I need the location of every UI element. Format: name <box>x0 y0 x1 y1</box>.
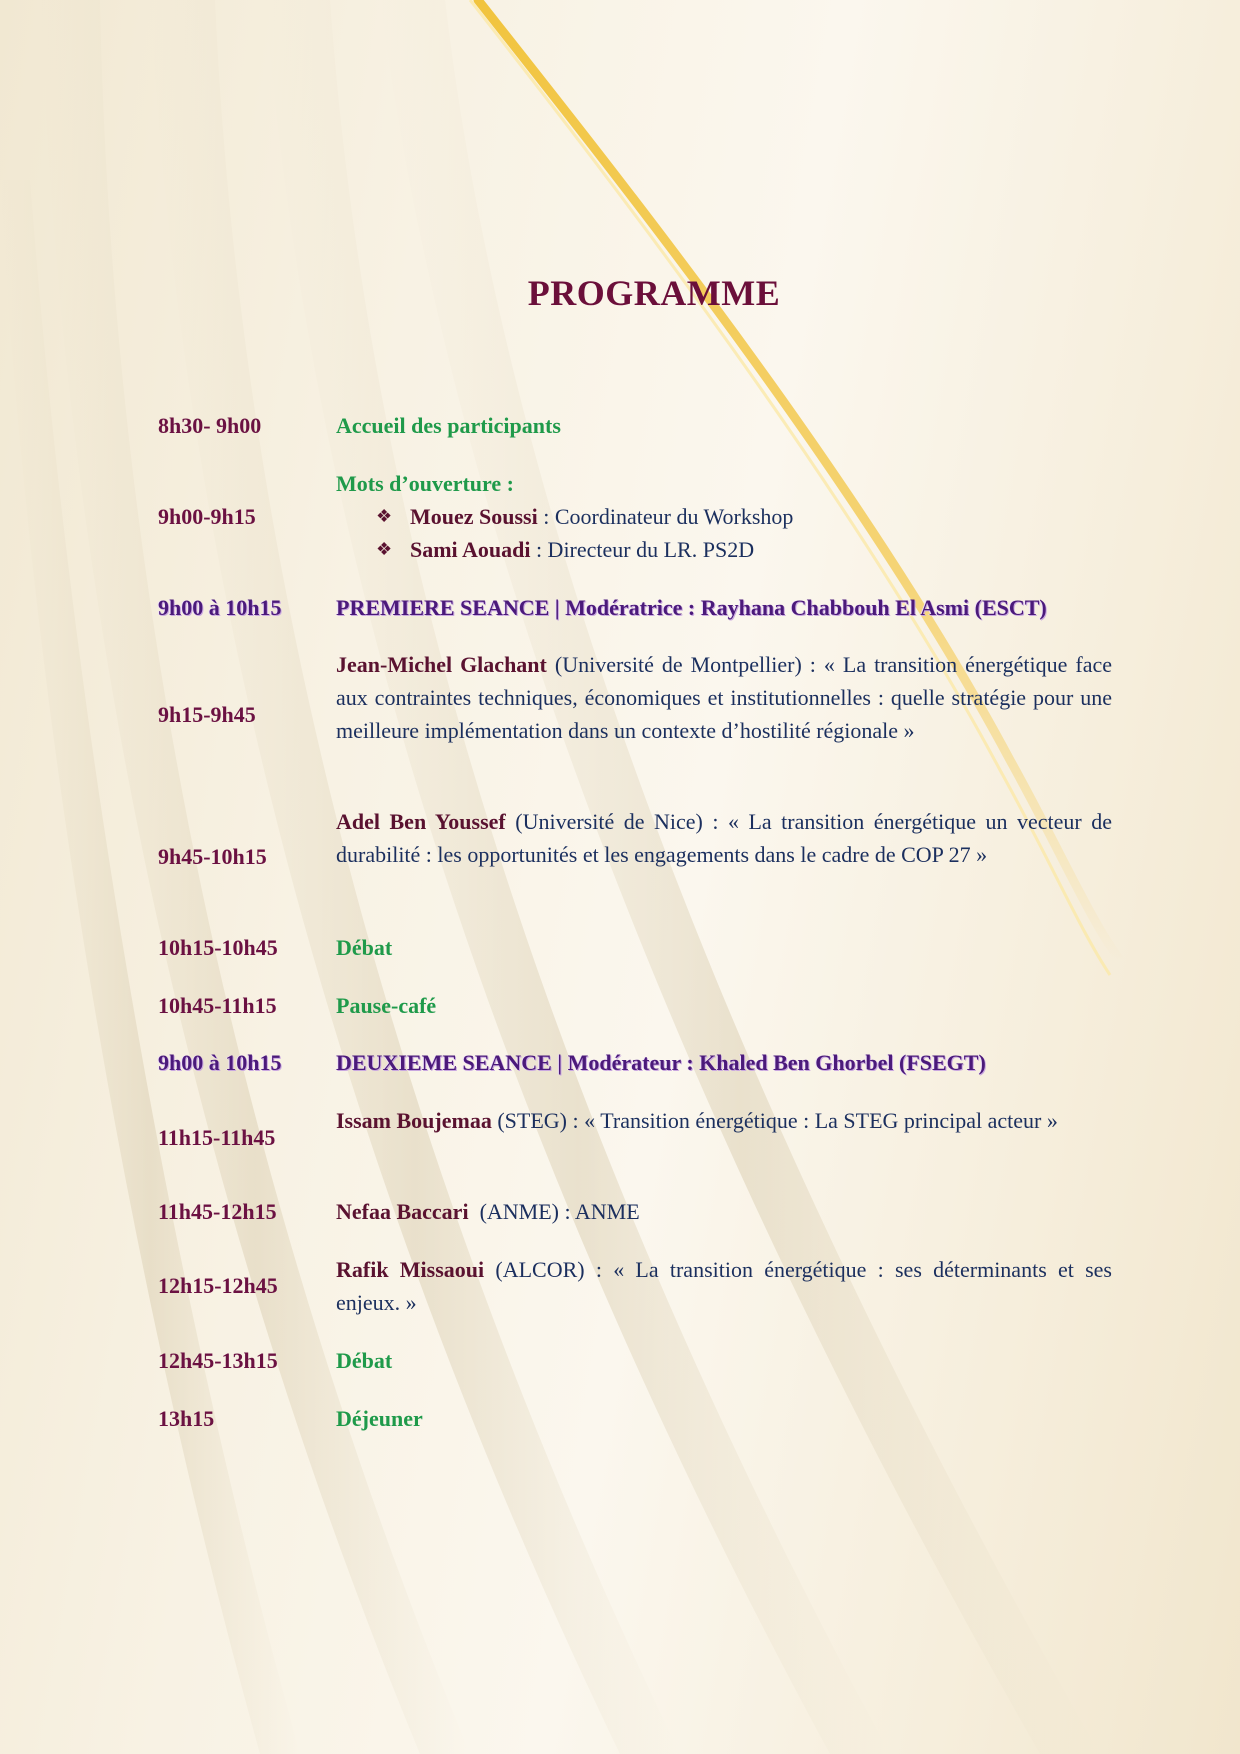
schedule-time: 10h15-10h45 <box>158 935 278 960</box>
schedule-item: Débat <box>336 1348 393 1373</box>
schedule-time: 9h15-9h45 <box>158 702 256 727</box>
session-heading: PREMIERE SEANCE | Modératrice : Rayhana Chabbouh El Asmi (ESCT) <box>336 595 1047 620</box>
talk-text: (ALCOR) : « La transition énergétique : ses déterminants et ses enjeux. » <box>336 1257 1112 1315</box>
talk-text: (STEG) : « Transition énergétique : La STEG principal acteur » <box>491 1108 1058 1133</box>
speaker-name: Nefaa Baccari <box>336 1199 469 1224</box>
session-time: 9h00 à 10h15 <box>158 1050 282 1075</box>
talk-text: (Université de Montpellier) : « La transition énergétique face aux contraintes techniques, économiques et institutionnelles : quelle stratégie pour une meilleure implémentation dans un contexte d’hostilité régionale » <box>336 652 1112 743</box>
schedule-time: 13h15 <box>158 1406 215 1431</box>
talk-text: (ANME) : ANME <box>468 1199 640 1224</box>
diamond-bullet-icon: ❖ <box>376 539 393 559</box>
talk-description <box>336 805 1112 871</box>
schedule-item: Pause-café <box>336 993 437 1018</box>
talk-description <box>336 1195 1112 1228</box>
schedule-time: 8h30- 9h00 <box>158 413 262 438</box>
schedule-time: 10h45-11h15 <box>158 993 277 1018</box>
opening-remarks <box>336 467 1112 566</box>
speaker-name: Jean-Michel Glachant <box>336 652 547 677</box>
schedule-time: 12h45-13h15 <box>158 1348 278 1373</box>
opening-heading: Mots d’ouverture : <box>336 471 514 496</box>
schedule-time: 9h00-9h15 <box>158 504 256 529</box>
speaker-name: Mouez Soussi <box>410 504 538 529</box>
schedule-item: Déjeuner <box>336 1406 423 1431</box>
speaker-role: : Directeur du LR. PS2D <box>530 537 755 562</box>
list-item <box>336 500 1112 533</box>
schedule-time: 11h45-12h15 <box>158 1199 277 1224</box>
speaker-name: Adel Ben Youssef <box>336 809 506 834</box>
schedule-time: 9h45-10h15 <box>158 844 267 869</box>
talk-description <box>336 1253 1112 1319</box>
session-time: 9h00 à 10h15 <box>158 595 282 620</box>
talk-text: (Université de Nice) : « La transition énergétique un vecteur de durabilité : les opportunités et les engagements dans le cadre de COP 27 » <box>336 809 1112 867</box>
session-heading: DEUXIEME SEANCE | Modérateur : Khaled Ben Ghorbel (FSEGT) <box>336 1050 986 1075</box>
opening-speakers-list <box>336 500 1112 566</box>
speaker-name: Rafik Missaoui <box>336 1257 485 1282</box>
schedule-time: 12h15-12h45 <box>158 1273 278 1298</box>
schedule-item: Débat <box>336 935 393 960</box>
talk-description <box>336 648 1112 747</box>
list-item <box>336 533 1112 566</box>
talk-description <box>336 1104 1112 1137</box>
diamond-bullet-icon: ❖ <box>376 506 393 526</box>
page-title: PROGRAMME <box>527 273 781 313</box>
schedule-item: Accueil des participants <box>336 413 561 438</box>
speaker-name: Sami Aouadi <box>410 537 531 562</box>
speaker-role: : Coordinateur du Workshop <box>537 504 794 529</box>
schedule-time: 11h15-11h45 <box>158 1125 276 1150</box>
speaker-name: Issam Boujemaa <box>336 1108 492 1133</box>
